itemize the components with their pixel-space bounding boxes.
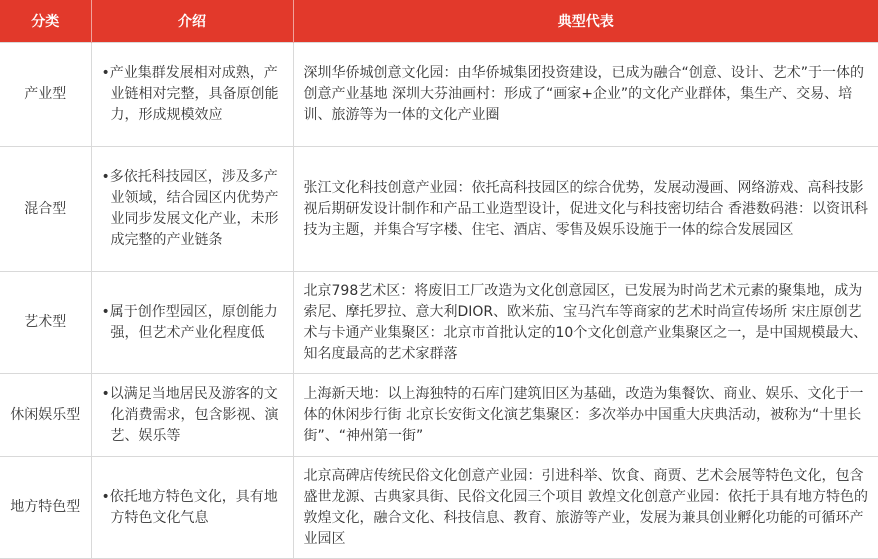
table-header-row (0, 0, 878, 43)
header-category: 分类 (0, 0, 91, 43)
row-examples: 深圳华侨城创意文化园：由华侨城集团投资建设，已成为融合“创意、设计、艺术”于一体的创意产业基地 深圳大芬油画村：形成了“画家+企业”的文化产业群体，集生产、交易、培训、旅游等为一体的文化产业圈 (293, 43, 878, 147)
row-intro (91, 147, 293, 272)
row-examples: 张江文化科技创意产业园：依托高科技园区的综合优势，发展动漫画、网络游戏、高科技影视后期研发设计制作和产品工业造型设计，促进文化与科技密切结合 香港数码港：以资讯科技为主题，并集合写字楼、住宅、酒店、零售及娱乐设施于一体的综合发展园区 (293, 147, 878, 272)
intro-text: •以满足当地居民及游客的文化消费需求，包含影视、演艺、娱乐等 (101, 385, 279, 444)
table-row (0, 43, 878, 147)
row-category: 混合型 (0, 147, 91, 272)
intro-text: •多依托科技园区，涉及多产业领域，结合园区内优势产业同步发展文化产业，未形成完整的产业链条 (101, 169, 279, 248)
row-category: 休闲娱乐型 (0, 374, 91, 457)
intro-text: •产业集群发展相对成熟，产业链相对完整，具备原创能力，形成规模效应 (101, 65, 279, 123)
row-intro (91, 374, 293, 457)
row-category: 产业型 (0, 43, 91, 147)
row-intro (91, 43, 293, 147)
intro-text: •依托地方特色文化，具有地方特色文化气息 (101, 488, 278, 526)
row-intro (91, 457, 293, 559)
row-category: 地方特色型 (0, 457, 91, 559)
row-examples: 上海新天地：以上海独特的石库门建筑旧区为基础，改造为集餐饮、商业、娱乐、文化于一体的休闲步行街 北京长安街文化演艺集聚区：多次举办中国重大庆典活动，被称为“十里长街”、“神州第一街” (293, 374, 878, 457)
table-row (0, 374, 878, 457)
row-examples: 北京高碑店传统民俗文化创意产业园：引进科举、饮食、商贾、艺术会展等特色文化，包含盛世龙源、古典家具街、民俗文化园三个项目 敦煌文化创意产业园：依托于具有地方特色的敦煌文化，融合文化、科技信息、教育、旅游等产业，发展为兼具创业孵化功能的可循环产业园区 (293, 457, 878, 559)
row-category: 艺术型 (0, 272, 91, 374)
row-examples: 北京798艺术区：将废旧工厂改造为文化创意园区，已发展为时尚艺术元素的聚集地，成为索尼、摩托罗拉、意大利DIOR、欧米茄、宝马汽车等商家的艺术时尚宣传场所 宋庄原创艺术与卡通产业集聚区：北京市首批认定的10个文化创意产业集聚区之一，是中国规模最大、知名度最高的艺术家群落 (293, 272, 878, 374)
intro-text: •属于创作型园区，原创能力强，但艺术产业化程度低 (101, 303, 278, 341)
table-row (0, 457, 878, 559)
table-row (0, 272, 878, 374)
table-row (0, 147, 878, 272)
row-intro (91, 272, 293, 374)
header-intro: 介绍 (91, 0, 293, 43)
header-examples: 典型代表 (293, 0, 878, 43)
